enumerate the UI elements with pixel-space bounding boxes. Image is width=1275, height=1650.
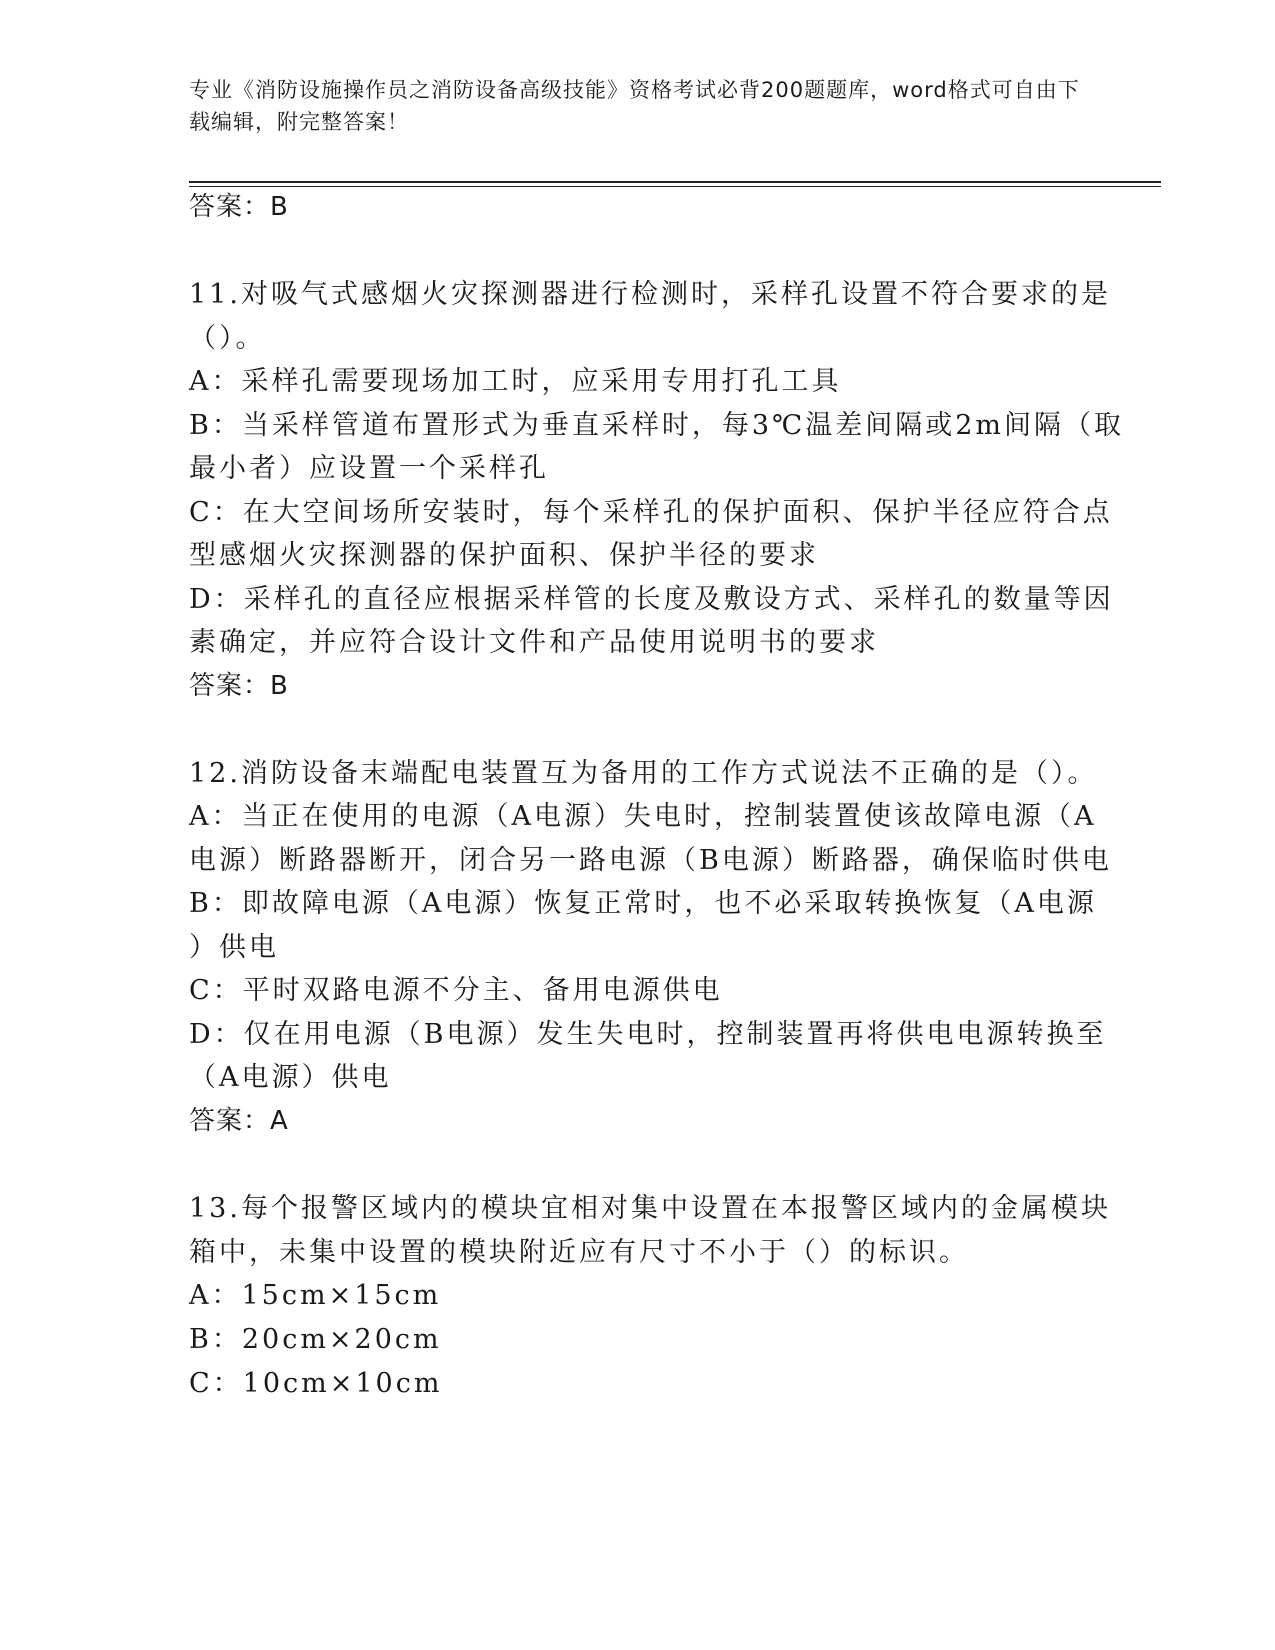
question-11-option-d-line-1: D：采样孔的直径应根据采样管的长度及敷设方式、采样孔的数量等因: [189, 584, 1114, 615]
question-11-option-a: A：采样孔需要现场加工时，应采用专用打孔工具: [189, 366, 842, 397]
question-13-stem-line-1: 13.每个报警区域内的模块宜相对集中设置在本报警区域内的金属模块: [189, 1193, 1111, 1224]
question-11-option-d-line-2: 素确定，并应符合设计文件和产品使用说明书的要求: [189, 627, 879, 658]
question-11-option-c-line-2: 型感烟火灾探测器的保护面积、保护半径的要求: [189, 540, 819, 571]
question-11-stem-line-2: （）。: [189, 323, 266, 354]
answer-previous: 答案：B: [189, 192, 289, 222]
question-13-option-c: C：10cm×10cm: [189, 1368, 443, 1399]
question-12-option-d-line-2: （A电源）供电: [189, 1062, 392, 1093]
question-12-answer: 答案：A: [189, 1106, 289, 1136]
question-13-option-b: B：20cm×20cm: [189, 1324, 442, 1355]
question-12-stem: 12.消防设备末端配电装置互为备用的工作方式说法不正确的是（）。: [189, 758, 1098, 789]
question-13-option-a: A：15cm×15cm: [189, 1280, 442, 1311]
question-13-stem-line-2: 箱中，未集中设置的模块附近应有尺寸不小于（）的标识。: [189, 1237, 969, 1268]
header-rule-thick: [189, 181, 1161, 183]
document-header: 专业《消防设施操作员之消防设备高级技能》资格考试必背200题题库，word格式可自由下载编辑，附完整答案！: [189, 78, 1080, 134]
question-11-option-b-line-2: 最小者）应设置一个采样孔: [189, 453, 549, 484]
header-rule-thin: [189, 186, 1161, 187]
question-12-option-a-line-2: 电源）断路器断开，闭合另一路电源（B电源）断路器，确保临时供电: [189, 845, 1112, 876]
question-12-option-c: C：平时双路电源不分主、备用电源供电: [189, 975, 723, 1006]
question-12-option-b-line-2: ）供电: [189, 932, 279, 963]
question-12-option-a-line-1: A：当正在使用的电源（A电源）失电时，控制装置使该故障电源（A: [189, 801, 1097, 832]
question-11-option-b-line-1: B：当采样管道布置形式为垂直采样时，每3℃温差间隔或2m间隔（取: [189, 410, 1125, 441]
question-11-option-c-line-1: C：在大空间场所安装时，每个采样孔的保护面积、保护半径应符合点: [189, 497, 1113, 528]
question-12-option-b-line-1: B：即故障电源（A电源）恢复正常时，也不必采取转换恢复（A电源: [189, 888, 1097, 919]
question-11-answer: 答案：B: [189, 671, 289, 701]
question-12-option-d-line-1: D：仅在用电源（B电源）发生失电时，控制装置再将供电电源转换至: [189, 1019, 1107, 1050]
question-11-stem-line-1: 11.对吸气式感烟火灾探测器进行检测时，采样孔设置不符合要求的是: [189, 279, 1111, 310]
